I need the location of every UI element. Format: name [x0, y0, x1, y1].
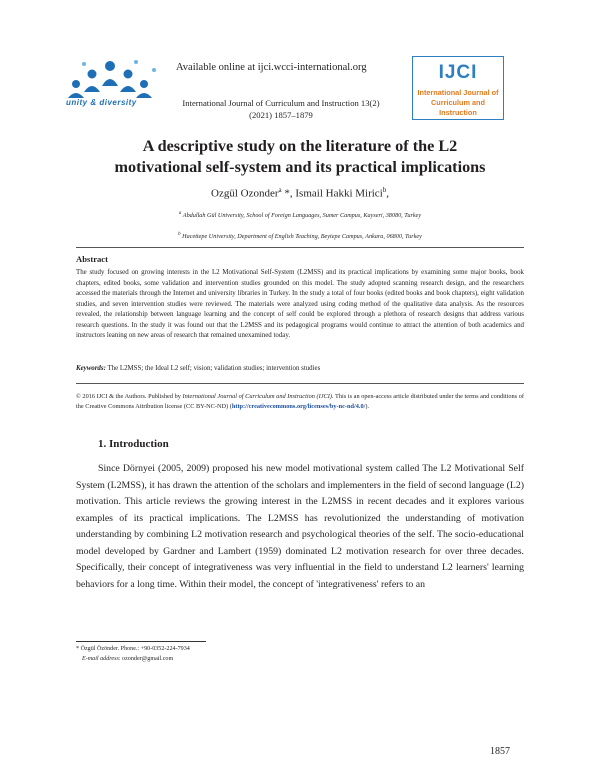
author-2: Ismail Hakki Mirici	[292, 187, 383, 200]
author-list	[0, 186, 600, 200]
ijci-fullname-line-1: International Journal of	[417, 88, 499, 97]
corresponding-mark: *,	[281, 187, 293, 200]
affiliation-a-text: Abdullah Gül University, School of Foreign Languages, Sumer Campus, Kayseri, 38080, Turkey	[181, 212, 422, 220]
people-logo-icon	[62, 54, 168, 100]
title-line-1: A descriptive study on the literature of the L2	[142, 137, 458, 155]
section-heading: 1. Introduction	[98, 438, 169, 450]
ijci-abbrev: IJCI	[438, 62, 478, 83]
footnote-line-2	[76, 655, 190, 665]
ijci-logo-box	[412, 56, 504, 120]
intro-body	[76, 461, 524, 593]
paper-title	[80, 136, 520, 178]
ijci-fullname	[413, 88, 503, 118]
keywords	[76, 365, 524, 372]
footnote-rule	[76, 641, 206, 642]
author-2-affil-mark: b	[382, 186, 387, 194]
keywords-label: Keywords:	[76, 365, 106, 372]
affiliation-a-mark: a	[178, 211, 182, 216]
journal-citation	[162, 97, 400, 121]
keywords-list: The L2MSS; the Ideal L2 self; vision; validation studies; intervention studies	[105, 365, 321, 372]
affiliation-a	[0, 211, 600, 219]
footnote	[76, 645, 190, 664]
affiliation-b-text: Hacettepe University, Department of English Teaching, Beytepe Campus, Ankara, 06800, Turkey	[180, 233, 422, 241]
footnote-email: : ozonder@gmail.com	[118, 655, 174, 662]
footnote-email-label: E-mail address	[82, 655, 119, 662]
footnote-line-1: * Özgül Özönder. Phone.: +90-0352-224-7934	[76, 646, 190, 652]
copyright-journal: International Journal of Curriculum and Instruction (IJCI)	[182, 393, 332, 400]
ijci-fullname-line-2: Curriculum and Instruction	[431, 98, 485, 117]
page-number: 1857	[490, 746, 510, 757]
author-list-end: ,	[386, 187, 389, 200]
intro-paragraph: Since Dörnyei (2005, 2009) proposed his new model motivational system called The L2 Motivational Self System (L2MSS), it has drawn the attention of the scholars and implementers in the field of second language (L2) motivation. This article reviews the growing interest in the L2MSS in recent decades and it explores various examples of its practical implications. The L2MSS has revolutionized the understanding of motivation understanding by combining L2 motivation research and psychological theories of the self. The socio-educational model developed by Gardner and Lambert (1959) dominated L2 motivation research for over three decades. Specifically, their concept of integrativeness was very influential in the field to understand L2 learners' learning behaviors for a long time. Within their model, the concept of 'integrativeness' refers to an	[76, 463, 524, 590]
title-line-2: motivational self-system and its practical implications	[114, 158, 486, 176]
abstract-top-rule	[76, 247, 524, 248]
author-1: Ozgül Ozonder	[211, 187, 279, 200]
logo-caption: unity & diversity	[66, 98, 137, 107]
abstract-bottom-rule	[76, 383, 524, 384]
abstract-heading: Abstract	[76, 254, 108, 264]
license-link[interactable]: http://creativecommons.org/licenses/by-nc-nd/4.0/	[231, 402, 366, 410]
journal-line-2: (2021) 1857–1879	[249, 110, 313, 120]
journal-line-1: International Journal of Curriculum and Instruction 13(2)	[182, 98, 380, 108]
copyright-text-3: ).	[365, 402, 370, 410]
copyright-notice	[76, 392, 524, 411]
available-online-text: Available online at ijci.wcci-international.org	[176, 62, 367, 73]
affiliation-b	[0, 232, 600, 240]
copyright-text-2: . This is an open-access article distributed under the terms and conditions of the Creative Commons Attribution license (CC BY-NC-ND) (	[76, 393, 524, 410]
author-1-affil-mark: a	[278, 186, 282, 194]
affiliation-b-mark: b	[178, 232, 181, 237]
copyright-text-1: © 2016 IJCI & the Authors. Published by	[76, 393, 183, 400]
abstract-text: The study focused on growing interests in the L2 Motivational Self-System (L2MSS) and its practical implications by examining some major books, book chapters, edited books, some validation and intervention studies grounded on this model. The study adopted scanning research design, and the researchers accessed the materials through the Internet and university libraries in Turkey. In the study a total of four books (edited books and book chapters), eight validation studies, and seven intervention studies were reviewed. The materials were analyzed using coding method of the qualitative data analysis. As the resources revealed, the relationship between language learning and the concept of self could be explored through a plethora of research designs that address various research questions. In the study it was found out that the L2MSS and its pedagogical programs would continue to attract the attention of both academics and instructors leaning on new areas of research that remained unexamined today.	[76, 269, 524, 340]
